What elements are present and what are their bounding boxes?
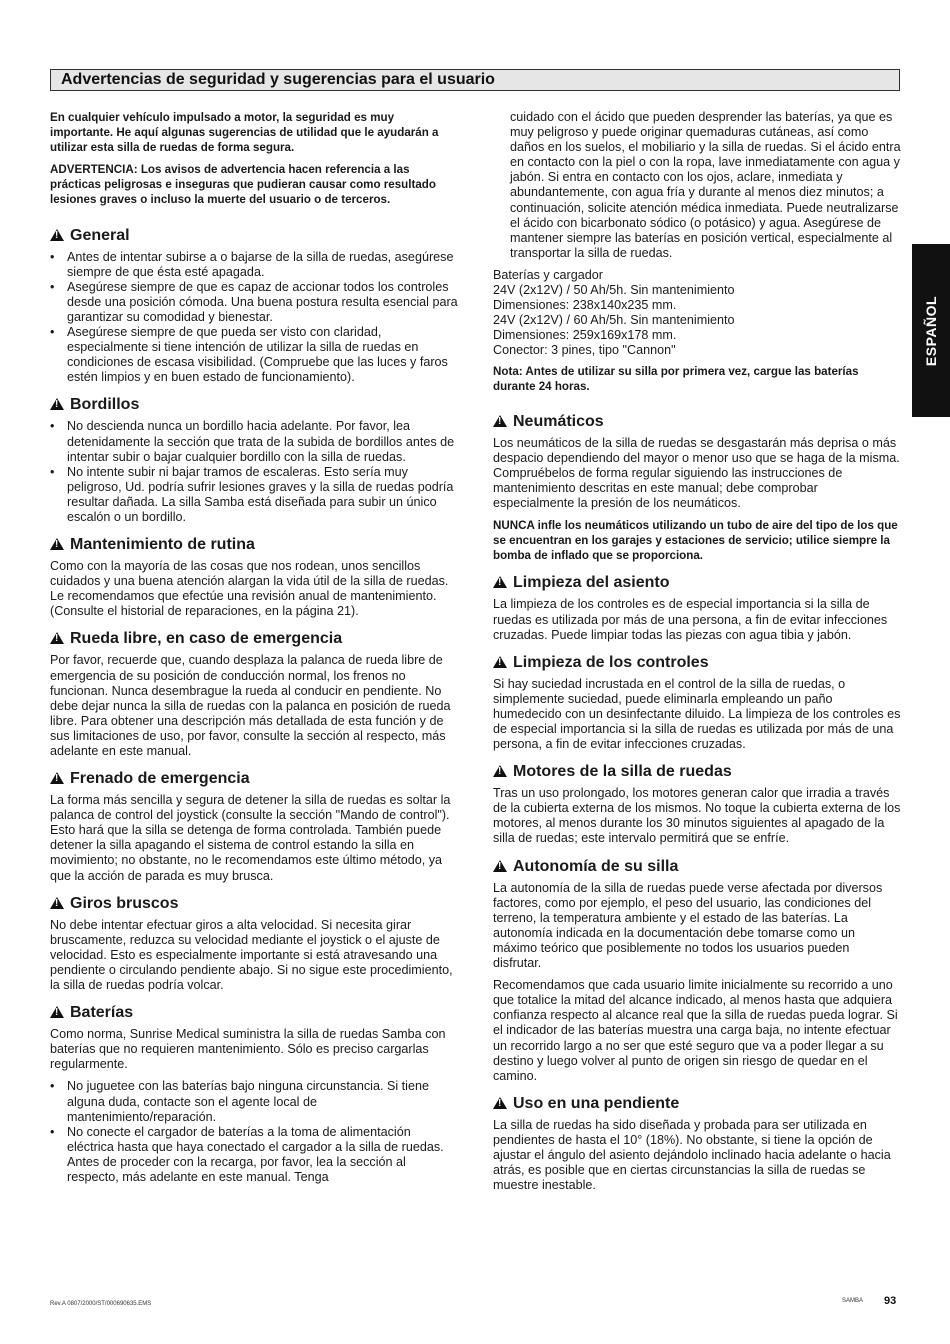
paragraph: La limpieza de los controles es de especial importancia si la silla de ruedas es utilizada por más de una persona, a fin de evitar infecciones cruzadas. Puede limpiar todas las piezas con agua tibia y jabón. bbox=[493, 597, 888, 642]
section-pendiente bbox=[493, 1094, 901, 1193]
right-column bbox=[493, 110, 901, 1203]
paragraph: La autonomía de la silla de ruedas puede verse afectada por diversos factores, como por ejemplo, el peso del usuario, las condiciones del terreno, la temperatura ambiente y el estado de las baterías. La autonomía indicada en la documentación debe tomarse como un máximo teórico que posiblemente no todos los usuarios pueden disfrutar. bbox=[493, 880, 883, 971]
section-general bbox=[50, 226, 458, 386]
heading-giros: ! Giros bruscos bbox=[50, 894, 458, 914]
section-motores bbox=[493, 762, 901, 846]
list-item: • Asegúrese siempre de que es capaz de accionar todos los controles desde una posición cómoda. Una buena postura resulta esencial para garantizar su comodidad y bienestar. bbox=[50, 280, 458, 325]
section-limpieza-asiento bbox=[493, 573, 901, 642]
heading-limpieza-asiento: ! Limpieza del asiento bbox=[493, 573, 901, 593]
paragraph: La forma más sencilla y segura de detener la silla de ruedas es soltar la palanca de control del joystick (consulte la sección "Mando de control"). Esto hará que la silla se detenga de forma controlada. También puede detener la silla apagando el sistema de control estando la silla en movimiento; no obstante, no le recomendamos este último método, ya que la acción de parada es muy brusca. bbox=[50, 793, 451, 883]
warning-icon bbox=[50, 229, 64, 241]
paragraph: Los neumáticos de la silla de ruedas se desgastarán más deprisa o más despacio dependiendo del mayor o menor uso que se haga de la misma. Compruébelos de forma regular siguiendo las instrucciones de mantenimiento descritas en este manual; debe comprobar especialmente la presión de los neumáticos. bbox=[493, 435, 900, 511]
heading-baterias: ! Baterías bbox=[50, 1003, 458, 1023]
warning-icon bbox=[50, 1006, 64, 1018]
paragraph: Como con la mayoría de las cosas que nos rodean, unos sencillos cuidados y una buena atención alargan la vida útil de la silla de ruedas. Le recomendamos que efectúe una revisión anual de mantenimiento. (Consulte el historial de reparaciones, en la página 21). bbox=[50, 559, 449, 619]
section-title: Advertencias de seguridad y sugerencias para el usuario bbox=[61, 71, 495, 88]
heading-limpieza-controles: ! Limpieza de los controles bbox=[493, 653, 901, 673]
paragraph-bold: NUNCA infle los neumáticos utilizando un tubo de aire del tipo de los que se encuentran en los garajes y estaciones de servicio; utilice siempre la bomba de inflado que se proporciona. bbox=[493, 519, 898, 563]
section-limpieza-controles bbox=[493, 653, 901, 752]
spec-line: 24V (2x12V) / 50 Ah/5h. Sin mantenimiento bbox=[493, 283, 735, 298]
heading-mantenimiento: ! Mantenimiento de rutina bbox=[50, 535, 458, 555]
language-tab bbox=[912, 244, 950, 417]
heading-bordillos: ! Bordillos bbox=[50, 395, 458, 415]
footer-revision: Rev.A 0807/2000/ST/000690635.EMS bbox=[50, 1301, 152, 1307]
section-autonomia bbox=[493, 857, 901, 1084]
section-header bbox=[50, 69, 900, 91]
heading-autonomia: ! Autonomía de su silla bbox=[493, 857, 901, 877]
spec-line: 24V (2x12V) / 60 Ah/5h. Sin mantenimiento bbox=[493, 313, 735, 328]
list-item: • No descienda nunca un bordillo hacia adelante. Por favor, lea detenidamente la sección que trata de la subida de bordillos antes de intentar subir o bajar cualquier bordillo con la silla de ruedas. bbox=[50, 419, 458, 464]
paragraph: Si hay suciedad incrustada en el control de la silla de ruedas, o simplemente suciedad, puede eliminarla empleando un paño humedecido con un desinfectante diluido. La limpieza de los controles es de especial importancia si la silla de ruedas es utilizada por más de una persona, a fin de evitar infecciones cruzadas. bbox=[493, 676, 901, 752]
warning-icon bbox=[493, 415, 507, 427]
heading-pendiente: ! Uso en una pendiente bbox=[493, 1094, 901, 1114]
paragraph: Como norma, Sunrise Medical suministra la silla de ruedas Samba con baterías que no requieren mantenimiento. Sólo es preciso cargarlas regularmente. bbox=[50, 1027, 446, 1072]
list-general bbox=[50, 250, 458, 386]
baterias-continued: cuidado con el ácido que pueden desprender las baterías, ya que es muy peligroso y puede originar quemaduras cutáneas, así como daños en los suelos, el mobiliario y la silla de ruedas. Si el ácido entra en contacto con la piel o con la ropa, lave inmediatamente con agua y jabón. Si entra en contacto con los ojos, aclare, inmediata y abundantemente, con agua fría y durante al menos diez minutos; a continuación, solicite atención médica inmediata. Puede neutralizarse el ácido con bicarbonato sódico (o potásico) y agua. Asegúrese de mantener siempre las baterías en posición vertical, especialmente al transportar la silla de ruedas. bbox=[510, 110, 901, 260]
warning-icon bbox=[50, 538, 64, 550]
list-item: • Antes de intentar subirse a o bajarse de la silla de ruedas, asegúrese siempre de que ésta esté apagada. bbox=[50, 250, 458, 280]
intro-text: En cualquier vehículo impulsado a motor, la seguridad es muy importante. He aquí algunas sugerencias de utilidad que le ayudarán a utilizar esta silla de ruedas de forma segura. bbox=[50, 111, 439, 155]
warning-icon bbox=[493, 765, 507, 777]
warning-icon bbox=[50, 772, 64, 784]
charge-note: Nota: Antes de utilizar su silla por primera vez, cargue las baterías durante 24 horas. bbox=[493, 364, 859, 393]
warning-icon bbox=[493, 1097, 507, 1109]
footer-model: SAMBA bbox=[842, 1298, 864, 1304]
heading-rueda-libre: ! Rueda libre, en caso de emergencia bbox=[50, 629, 458, 649]
paragraph: Tras un uso prolongado, los motores generan calor que irradia a través de la cubierta externa de los mismos. No toque la cubierta externa de los motores, al menos durante los 30 minutos siguientes al apagado de la silla de ruedas; este intervalo permitirá que se enfríe. bbox=[493, 786, 901, 846]
spec-line: Conector: 3 pines, tipo "Cannon" bbox=[493, 343, 676, 358]
warning-icon bbox=[50, 398, 64, 410]
list-item: • No juguetee con las baterías bajo ninguna circunstancia. Si tiene alguna duda, contacte son el agente local de mantenimiento/reparación. bbox=[50, 1079, 458, 1124]
section-frenado bbox=[50, 769, 458, 884]
section-giros bbox=[50, 894, 458, 993]
section-neumaticos bbox=[493, 412, 901, 564]
page-number: 93 bbox=[884, 1295, 897, 1307]
section-mantenimiento bbox=[50, 535, 458, 619]
spec-line: Dimensiones: 238x140x235 mm. bbox=[493, 298, 677, 313]
warning-icon bbox=[493, 656, 507, 668]
spec-line: Dimensiones: 259x169x178 mm. bbox=[493, 328, 677, 343]
list-item: • Asegúrese siempre de que pueda ser visto con claridad, especialmente si tiene intención de utilizar la silla de ruedas en condiciones de escasa visibilidad. (Compruebe que las luces y faros estén limpios y en buen estado de funcionamiento). bbox=[50, 325, 458, 385]
spec-line: Baterías y cargador bbox=[493, 267, 603, 282]
paragraph: La silla de ruedas ha sido diseñada y probada para ser utilizada en pendientes de hasta el 10° (18%). No obstante, si tiene la opción de ajustar el ángulo del asiento dejándolo inclinado hacia adelante o hacia atrás, es posible que en ciertas circunstancias la silla de ruedas se muestre inestable. bbox=[493, 1117, 891, 1193]
paragraph: Por favor, recuerde que, cuando desplaza la palanca de rueda libre de emergencia de su posición de conducción normal, los frenos no funcionan. Nunca desembrague la rueda al conducir en pendiente. No debe dejar nunca la silla de ruedas con la palanca en posición de rueda libre. Para obtener una descripción más detallada de esta función y de sus limitaciones de uso, por favor, consulte la sección al respecto, más adelante en este manual. bbox=[50, 653, 451, 758]
warning-text: ADVERTENCIA: Los avisos de advertencia hacen referencia a las prácticas peligrosas e inseguras que pudieran causar como resultado lesiones graves o incluso la muerte del usuario o de terceros. bbox=[50, 163, 436, 207]
paragraph: Recomendamos que cada usuario limite inicialmente su recorrido a uno que totalice la mitad del alcance indicado, al menos hasta que adquiera confianza respecto al alcance real que la silla de ruedas pueda lograr. Si el indicador de las baterías muestra una carga baja, no intente efectuar un recorrido largo a no ser que esté seguro que va a poder llegar a su destino y luego volver al punto de origen sin riesgo de quedar en el camino. bbox=[493, 978, 898, 1083]
paragraph: No debe intentar efectuar giros a alta velocidad. Si necesita girar bruscamente, reduzca su velocidad mediante el joystick o el ajuste de velocidad. Esto es especialmente importante si está atravesando una pendiente o circulando pendiente abajo. Si no sigue este procedimiento, la silla de ruedas podría volcar. bbox=[50, 917, 453, 993]
list-bordillos bbox=[50, 419, 458, 525]
section-rueda-libre bbox=[50, 629, 458, 759]
warning-icon bbox=[493, 576, 507, 588]
section-baterias bbox=[50, 1003, 458, 1185]
list-item: • No conecte el cargador de baterías a la toma de alimentación eléctrica hasta que haya conectado el cargador a la silla de ruedas. Antes de proceder con la recarga, por favor, lea la sección al respecto, más adelante en este manual. Tenga bbox=[50, 1125, 458, 1185]
list-item: • No intente subir ni bajar tramos de escaleras. Esto sería muy peligroso, Ud. podría sufrir lesiones graves y la silla de ruedas podría resultar dañada. La silla Samba está diseñada para subir un único escalón o un bordillo. bbox=[50, 465, 458, 525]
warning-icon bbox=[50, 897, 64, 909]
list-baterias bbox=[50, 1079, 458, 1185]
battery-specs bbox=[493, 268, 901, 359]
section-bordillos bbox=[50, 395, 458, 525]
left-column bbox=[50, 110, 458, 1195]
warning-icon bbox=[50, 632, 64, 644]
heading-motores: ! Motores de la silla de ruedas bbox=[493, 762, 901, 782]
heading-frenado: ! Frenado de emergencia bbox=[50, 769, 458, 789]
heading-neumaticos: ! Neumáticos bbox=[493, 412, 901, 432]
warning-icon bbox=[493, 860, 507, 872]
heading-general: ! General bbox=[50, 226, 458, 246]
language-tab-label: ESPAÑOL bbox=[923, 295, 939, 366]
